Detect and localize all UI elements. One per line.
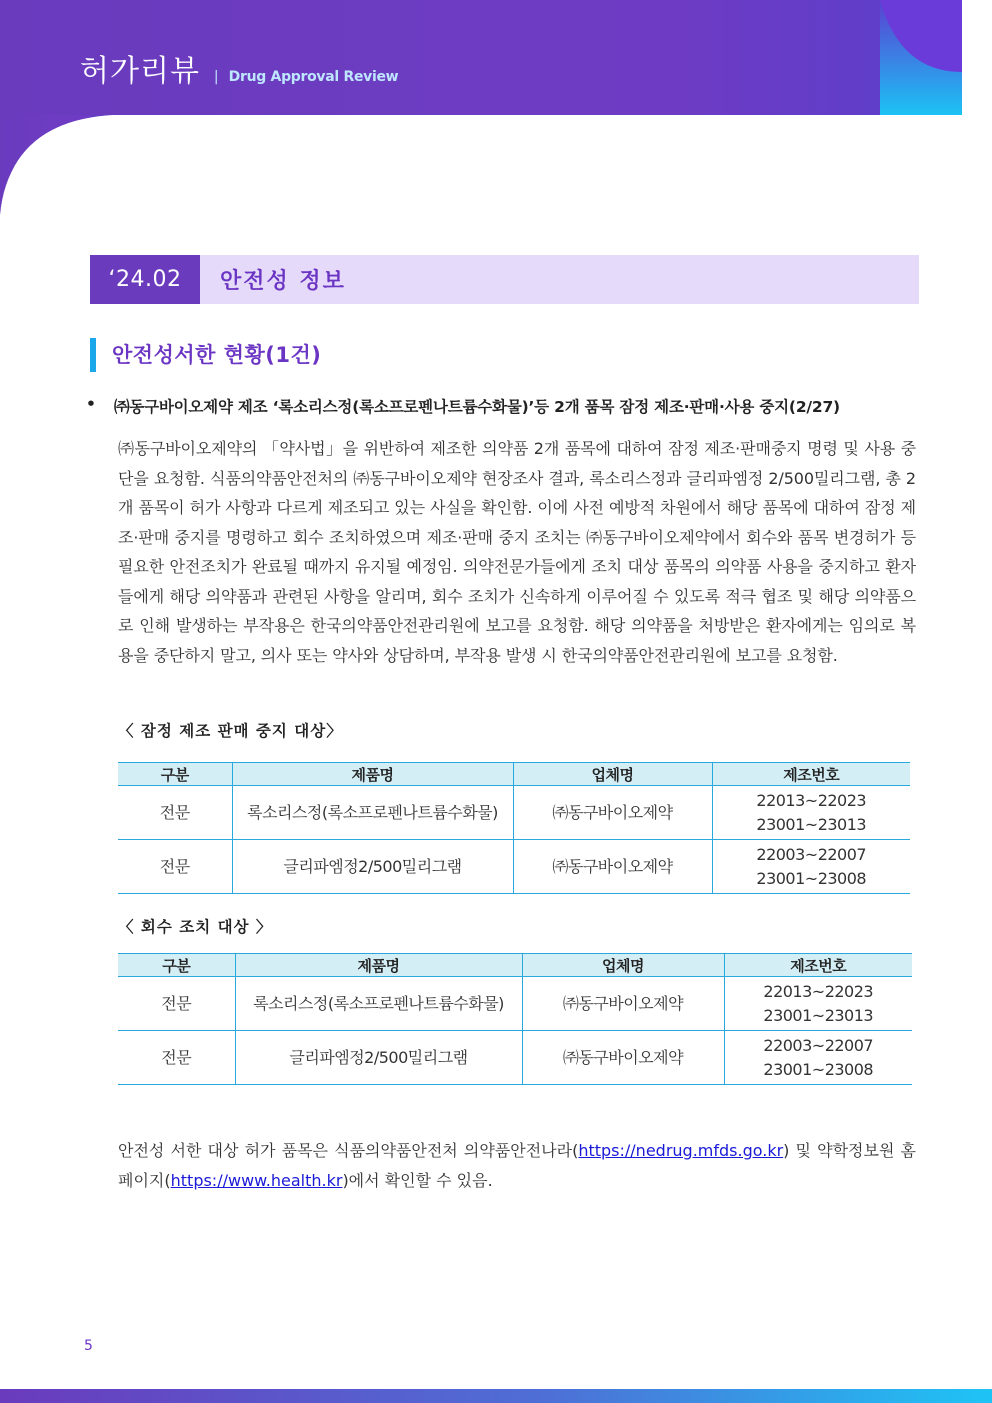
cell-company: ㈜동구바이오제약 [513, 840, 712, 894]
cell-company: ㈜동구바이오제약 [522, 977, 724, 1031]
table-header-row [118, 763, 910, 786]
table1-caption: 〈 잠정 제조 판매 중지 대상〉 [118, 722, 343, 740]
header-lot: 제조번호 [724, 954, 912, 977]
section-date: ‘24.02 [90, 255, 200, 304]
cell-type: 전문 [118, 1031, 235, 1085]
header-banner [0, 0, 992, 215]
brand-korean-title: 허가리뷰 [80, 54, 200, 89]
health-kr-link[interactable]: https://www.health.kr [170, 1170, 343, 1190]
cell-product: 록소리스정(록소프로펜나트륨수화물) [232, 786, 513, 840]
recall-table [118, 953, 912, 1085]
cell-type: 전문 [118, 786, 232, 840]
lot-range: 22003~22007 [763, 1035, 874, 1055]
section-bar [90, 255, 919, 304]
cell-type: 전문 [118, 977, 235, 1031]
bullet-headline: ㈜동구바이오제약 제조 ‘록소리스정(록소프로펜나트륨수화물)’등 2개 품목 잠정 제조·판매·사용 중지(2/27) [114, 398, 840, 416]
closing-paragraph [118, 1136, 916, 1195]
table-row [118, 1031, 912, 1085]
subheading: 안전성서한 현황(1건) [90, 338, 321, 372]
cell-lot [724, 1031, 912, 1085]
table-row [118, 977, 912, 1031]
header-company: 업체명 [522, 954, 724, 977]
lot-range: 22003~22007 [756, 844, 867, 864]
suspension-table [118, 762, 910, 894]
footer-bar [0, 1389, 992, 1403]
brand-separator: | [213, 69, 219, 85]
header-type: 구분 [118, 954, 235, 977]
table-header-row [118, 954, 912, 977]
cell-lot [712, 840, 910, 894]
cell-company: ㈜동구바이오제약 [513, 786, 712, 840]
header-banner-graphic [0, 0, 992, 215]
cell-product: 록소리스정(록소프로펜나트륨수화물) [235, 977, 522, 1031]
cell-type: 전문 [118, 840, 232, 894]
body-paragraph: ㈜동구바이오제약의 「약사법」을 위반하여 제조한 의약품 2개 품목에 대하여 잠정 제조·판매중지 명령 및 사용 중단을 요청함. 식품의약품안전처의 ㈜동구바이오제약 현장조사 결과, 록소리스정과 글리파엠정 2/500밀리그램, 총 2개 품목이 허가 사항과 다르게 제조되고 있는 사실을 확인함. 이에 사전 예방적 차원에서 해당 품목에 대하여 잠정 제조·판매 중지를 명령하고 회수 조치하였으며 제조·판매 중지 조치는 ㈜동구바이오제약에서 회수와 품목 변경허가 등 필요한 안전조치가 완료될 때까지 유지될 예정임. 의약전문가들에게 조치 대상 품목의 의약품 사용을 중지하고 환자들에게 해당 의약품과 관련된 사항을 알리며, 회수 조치가 신속하게 이루어질 수 있도록 적극 협조 및 해당 의약품으로 인해 발생하는 부작용은 한국의약품안전관리원에 보고를 요청함. 해당 의약품을 처방받은 환자에게는 임의로 복용을 중단하지 말고, 의사 또는 약사와 상담하며, 부작용 발생 시 한국의약품안전관리원에 보고를 요청함. [118, 439, 916, 665]
closing-text: )에서 확인할 수 있음. [342, 1170, 493, 1190]
lot-range: 23001~23008 [763, 1059, 874, 1079]
table2-caption: 〈 회수 조치 대상 〉 [118, 918, 273, 936]
page-number: 5 [84, 1338, 93, 1354]
header-product: 제품명 [232, 763, 513, 786]
header-company: 업체명 [513, 763, 712, 786]
brand [80, 46, 398, 90]
cell-lot [724, 977, 912, 1031]
header-lot: 제조번호 [712, 763, 910, 786]
cell-lot [712, 786, 910, 840]
table-row [118, 840, 910, 894]
lot-range: 23001~23008 [756, 868, 867, 888]
header-type: 구분 [118, 763, 232, 786]
cell-product: 글리파엠정2/500밀리그램 [235, 1031, 522, 1085]
closing-text: 안전성 서한 대상 허가 품목은 식품의약품안전처 의약품안전나라( [118, 1141, 579, 1160]
bullet-item [86, 395, 916, 417]
cell-company: ㈜동구바이오제약 [522, 1031, 724, 1085]
bullet-marker: • [86, 395, 96, 413]
table-row [118, 786, 910, 840]
closing-text: ) 및 약학정보원 홈페이지( [118, 1141, 916, 1190]
header-product: 제품명 [235, 954, 522, 977]
cell-product: 글리파엠정2/500밀리그램 [232, 840, 513, 894]
brand-english-title: Drug Approval Review [228, 69, 399, 85]
lot-range: 23001~23013 [763, 1005, 874, 1025]
lot-range: 23001~23013 [756, 814, 867, 834]
nedrug-link[interactable]: https://nedrug.mfds.go.kr [578, 1141, 784, 1160]
lot-range: 22013~22023 [763, 981, 874, 1001]
lot-range: 22013~22023 [756, 790, 867, 810]
section-title: 안전성 정보 [200, 255, 919, 304]
